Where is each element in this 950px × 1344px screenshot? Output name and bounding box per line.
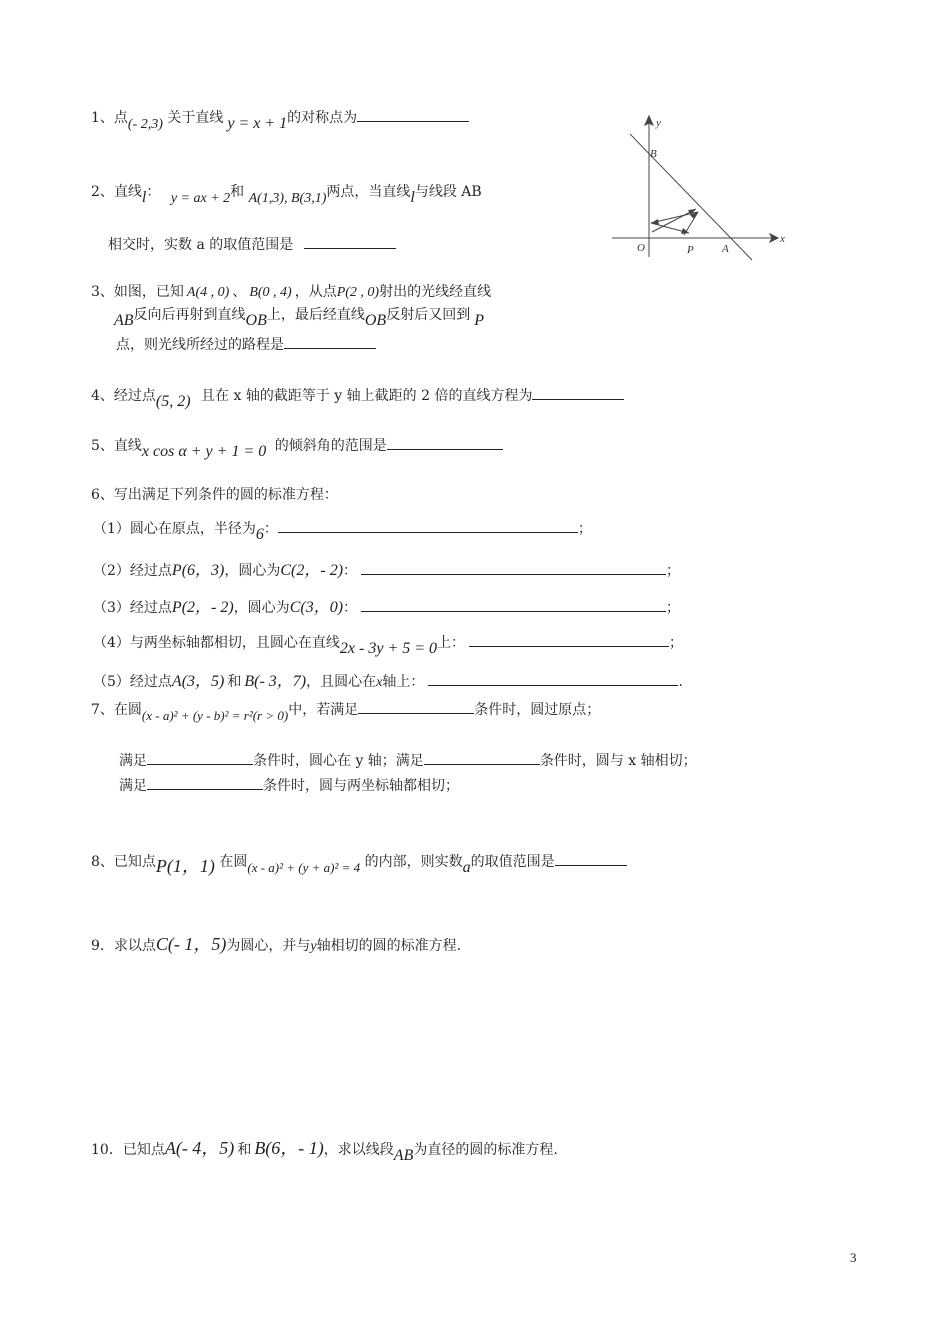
label-y: y xyxy=(656,117,661,129)
q3-ob-2: OB xyxy=(364,312,387,329)
question-2 xyxy=(91,183,482,206)
q2-points: A(1,3), B(3,1) xyxy=(248,191,327,206)
q3-ab: AB xyxy=(114,312,134,329)
q8-number: 8、已知点 xyxy=(91,854,156,870)
q6-1-colon: ： xyxy=(263,521,278,537)
q6-3-end: ； xyxy=(666,600,681,616)
question-9 xyxy=(91,935,461,956)
question-7 xyxy=(91,699,601,723)
q7-l3-text: 满足 xyxy=(119,778,147,794)
q10-point-b: B(6，- 1) xyxy=(254,1138,324,1158)
q7-blank-3[interactable] xyxy=(424,750,540,765)
question-1 xyxy=(91,107,469,132)
line-ab xyxy=(630,134,752,260)
q2-text-3: 与线段 AB xyxy=(414,184,482,200)
question-6-3 xyxy=(93,597,680,617)
q6-3-colon: ： xyxy=(343,600,358,616)
q6-5-answer-blank[interactable] xyxy=(428,671,678,686)
q3-line3-text: 点，则光线所经过的路程是 xyxy=(116,337,284,353)
q7-blank-2[interactable] xyxy=(147,750,253,765)
q3-sep: 、 xyxy=(232,284,247,300)
label-x: x xyxy=(780,233,785,245)
q6-3-point-p: P(2，- 2) xyxy=(171,599,234,616)
q9-y: y xyxy=(310,939,317,954)
q6-4-answer-blank[interactable] xyxy=(469,632,669,647)
label-a: A xyxy=(722,243,729,255)
label-p: P xyxy=(687,244,694,256)
q9-text-2: 为圆心，并与 xyxy=(226,938,311,954)
q7-eq: (x - a)² + (y - b)² = r²(r > 0) xyxy=(141,708,289,723)
q6-1-end: ； xyxy=(577,521,592,537)
q6-2-text-2: ，圆心为 xyxy=(224,563,281,579)
question-6-5 xyxy=(93,671,683,692)
question-8 xyxy=(91,851,627,876)
q6-3-text: （3）经过点 xyxy=(93,600,172,616)
q3-point-a: A(4 , 0) xyxy=(186,285,230,300)
q3-text-2: ，从点 xyxy=(294,284,337,300)
q6-5-x: x xyxy=(376,675,383,690)
q6-2-end: ； xyxy=(666,563,681,579)
q1-point: (- 2,3) xyxy=(127,117,163,132)
q3-p: P xyxy=(474,312,484,329)
question-6-1 xyxy=(93,518,592,543)
q6-2-text: （2）经过点 xyxy=(93,563,172,579)
q10-point-a: A(- 4，5) xyxy=(164,1138,235,1158)
q6-4-text-2: 上： xyxy=(437,635,466,651)
q3-ob: OB xyxy=(245,312,267,329)
q7-text: 中，若满足 xyxy=(288,702,359,718)
q2-answer-blank[interactable] xyxy=(304,234,396,249)
q3-point-b: B(0 , 4) xyxy=(249,285,292,300)
question-6-title: 6、写出满足下列条件的圆的标准方程： xyxy=(91,487,338,503)
question-6-2 xyxy=(93,560,680,580)
q3-point-p: P(2 , 0) xyxy=(336,285,380,300)
q7-text-2: 条件时，圆过原点； xyxy=(474,702,601,718)
q7-blank-1[interactable] xyxy=(358,699,474,714)
q6-5-text: （5）经过点 xyxy=(93,674,172,690)
q2-number: 2、直线 xyxy=(91,184,142,200)
q6-1-text: （1）圆心在原点，半径为 xyxy=(93,521,256,537)
q6-4-end: ； xyxy=(669,635,684,651)
q10-text-2: ，求以线段 xyxy=(323,1142,394,1158)
q2-line2-text: 相交时，实数 a 的取值范围是 xyxy=(108,237,294,253)
q9-point-c: C(- 1，5) xyxy=(155,934,227,954)
q8-text-3: 的取值范围是 xyxy=(470,854,555,870)
q5-number: 5、直线 xyxy=(91,438,142,454)
question-4 xyxy=(91,385,624,410)
q1-text: 关于直线 xyxy=(167,110,224,126)
q6-4-eq: 2x - 3y + 5 = 0 xyxy=(339,640,438,657)
q2-colon: ： xyxy=(146,184,161,200)
q1-line-eq: y = x + 1 xyxy=(227,115,288,132)
q8-a: a xyxy=(462,859,471,876)
label-b: B xyxy=(650,148,657,160)
q6-5-text-3: 轴上： xyxy=(382,674,425,690)
question-2-line2 xyxy=(108,234,396,254)
q10-ab: AB xyxy=(393,1147,414,1164)
q6-3-point-c: C(3，0) xyxy=(289,599,344,616)
q2-line-l-2: l xyxy=(410,189,415,206)
q2-line-eq: y = ax + 2 xyxy=(170,191,231,206)
q9-text-3: 轴相切的圆的标准方程. xyxy=(316,938,462,954)
q6-3-answer-blank[interactable] xyxy=(361,597,666,612)
q5-text: 的倾斜角的范围是 xyxy=(274,438,387,454)
question-7-line3 xyxy=(119,775,459,795)
q3-text-6: 反射后又回到 xyxy=(386,307,471,323)
q1-answer-blank[interactable] xyxy=(357,107,469,122)
q4-answer-blank[interactable] xyxy=(532,385,624,400)
q6-5-and: 和 xyxy=(227,674,242,690)
q6-5-point-a: A(3，5) xyxy=(171,673,225,690)
q4-point: (5, 2) xyxy=(155,393,191,410)
label-o: O xyxy=(637,242,645,254)
q1-number: 1、点 xyxy=(91,110,128,126)
q6-1-answer-blank[interactable] xyxy=(278,518,578,533)
question-7-line2 xyxy=(119,750,697,770)
coordinate-figure xyxy=(612,112,787,262)
q7-l2-text: 满足 xyxy=(119,753,147,769)
q7-l2-text-2: 条件时，圆心在 y 轴；满足 xyxy=(253,753,424,769)
question-5 xyxy=(91,435,503,460)
q3-answer-blank[interactable] xyxy=(284,334,376,349)
q6-3-text-2: ，圆心为 xyxy=(233,600,290,616)
q6-2-point-p: P(6，3) xyxy=(171,562,225,579)
question-10 xyxy=(91,1138,558,1164)
q8-point-p: P(1，1) xyxy=(155,856,215,876)
q7-l3-text-2: 条件时，圆与两坐标轴都相切； xyxy=(263,778,459,794)
q1-text-2: 的对称点为 xyxy=(287,110,358,126)
q3-text: 3、如图，已知 xyxy=(91,284,184,300)
q8-eq: (x - a)² + (y + a)² = 4 xyxy=(247,860,361,875)
q2-text-2: 两点，当直线 xyxy=(326,184,411,200)
q3-text-3: 射出的光线经直线 xyxy=(379,284,492,300)
q4-text: 且在 x 轴的截距等于 y 轴上截距的 2 倍的直线方程为 xyxy=(201,388,533,404)
q6-5-end: . xyxy=(678,674,683,690)
q8-answer-blank[interactable] xyxy=(555,851,627,866)
q2-line-l: l xyxy=(141,189,147,206)
q5-eq: x cos α + y + 1 = 0 xyxy=(141,443,267,460)
q10-and: 和 xyxy=(237,1142,252,1158)
q5-answer-blank[interactable] xyxy=(387,435,503,450)
question-3-line3 xyxy=(116,334,376,354)
q8-text: 在圆 xyxy=(219,854,248,870)
q3-text-5: 上，最后经直线 xyxy=(266,307,365,323)
q4-number: 4、经过点 xyxy=(91,388,156,404)
q6-2-colon: ： xyxy=(343,563,358,579)
q10-text: 10．已知点 xyxy=(91,1142,165,1158)
q6-2-point-c: C(2，- 2) xyxy=(280,562,344,579)
page-number: 3 xyxy=(850,1250,857,1265)
q6-5-text-2: ，且圆心在 xyxy=(306,674,377,690)
q10-text-3: 为直径的圆的标准方程. xyxy=(413,1142,558,1158)
q7-number: 7、在圆 xyxy=(91,702,142,718)
q9-text: 9．求以点 xyxy=(91,938,156,954)
q6-4-text: （4）与两坐标轴都相切，且圆心在直线 xyxy=(93,635,340,651)
q8-text-2: 的内部，则实数 xyxy=(364,854,463,870)
q2-text: 和 xyxy=(230,184,245,200)
question-3 xyxy=(91,283,491,302)
q7-blank-4[interactable] xyxy=(147,775,263,790)
question-6-4 xyxy=(93,632,684,657)
q6-2-answer-blank[interactable] xyxy=(361,560,666,575)
q7-l2-text-3: 条件时，圆与 x 轴相切； xyxy=(539,753,697,769)
q3-text-4: 反向后再射到直线 xyxy=(133,307,246,323)
q6-5-point-b: B(- 3，7) xyxy=(244,673,307,690)
question-3-line2 xyxy=(114,306,484,329)
q6-1-radius: 6 xyxy=(255,526,264,543)
